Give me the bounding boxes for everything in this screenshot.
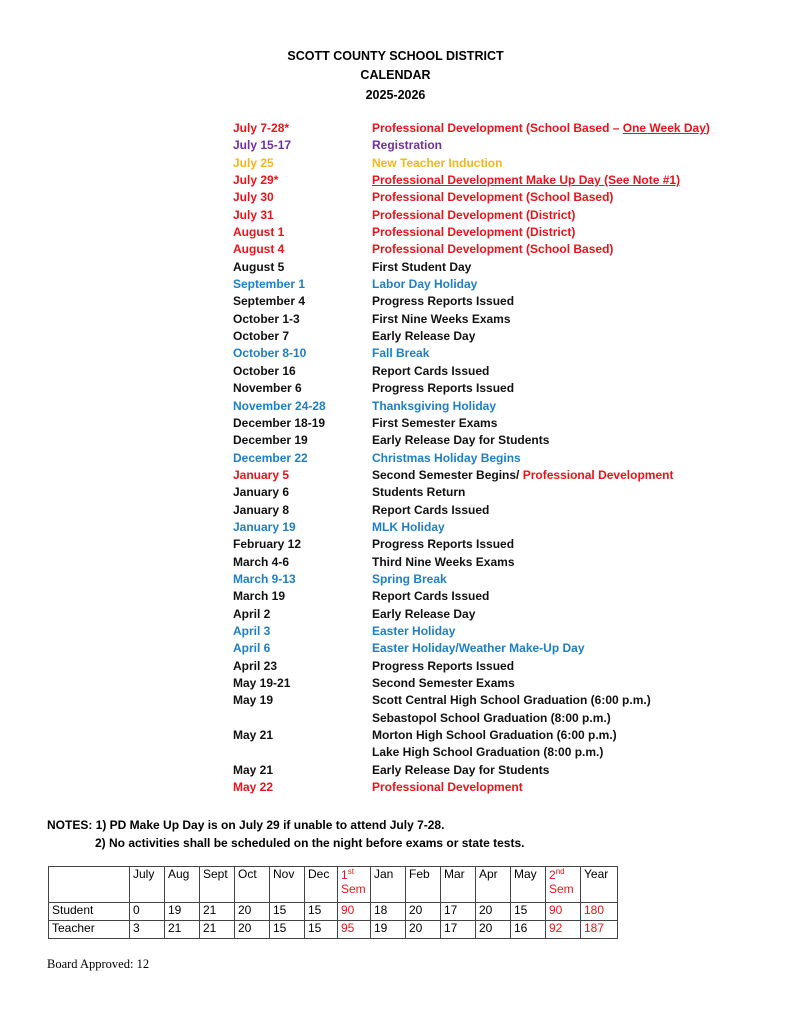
table-cell: 21	[200, 921, 235, 939]
event-date: August 1	[233, 225, 285, 240]
table-cell: 20	[235, 903, 270, 921]
event-date: October 16	[233, 363, 296, 378]
event-desc: Second Semester Begins/ Professional Development	[372, 467, 674, 482]
table-cell: 15	[305, 903, 338, 921]
header-cell	[49, 867, 130, 903]
table-cell: 20	[406, 921, 441, 939]
event-emphasis: One Week Day	[622, 121, 706, 135]
event-desc: Professional Development	[372, 780, 523, 795]
event-date: July 31	[233, 207, 274, 222]
event-desc: Fall Break	[372, 346, 430, 361]
event-date: April 23	[233, 658, 278, 673]
table-cell: 17	[441, 921, 476, 939]
header-cell: Dec	[305, 867, 338, 903]
table-cell: 15	[270, 903, 305, 921]
event-date: July 25	[233, 155, 274, 170]
event-date: July 15-17	[233, 138, 292, 153]
table-cell: 16	[511, 921, 546, 939]
table-cell-sem2: 90	[546, 903, 581, 921]
event-desc: Students Return	[372, 485, 466, 500]
event-date: May 19	[233, 693, 274, 708]
table-row	[49, 903, 618, 921]
event-date: February 12	[233, 537, 302, 552]
event-date: December 18-19	[233, 415, 326, 430]
table-cell: 20	[406, 903, 441, 921]
event-desc: Progress Reports Issued	[372, 537, 515, 552]
header-cell: Sept	[200, 867, 235, 903]
event-desc: Early Release Day	[372, 606, 476, 621]
event-date: April 2	[233, 606, 271, 621]
notes	[47, 816, 524, 852]
event-desc: Professional Development (School Based)	[372, 242, 614, 257]
event-date: October 8-10	[233, 346, 307, 361]
event-desc: Spring Break	[372, 571, 447, 586]
event-desc: Sebastopol School Graduation (8:00 p.m.)	[372, 710, 611, 725]
event-date: May 22	[233, 780, 274, 795]
table-cell: 0	[130, 903, 165, 921]
event-date: November 24-28	[233, 398, 326, 413]
table-cell-sem1: 90	[338, 903, 371, 921]
event-desc: First Student Day	[372, 259, 472, 274]
event-desc: First Semester Exams	[372, 415, 498, 430]
event-date: May 21	[233, 728, 274, 743]
row-label: Teacher	[49, 921, 130, 939]
event-date: March 9-13	[233, 571, 296, 586]
header-cell: Oct	[235, 867, 270, 903]
table-row	[49, 921, 618, 939]
event-desc: Professional Development Make Up Day (See Note #1)	[372, 173, 681, 188]
event-date: March 4-6	[233, 554, 290, 569]
event-emphasis: Professional Development	[522, 467, 674, 482]
header-cell: May	[511, 867, 546, 903]
event-desc: Scott Central High School Graduation (6:00 p.m.)	[372, 693, 651, 708]
table-cell: 20	[476, 921, 511, 939]
table-cell-year: 180	[581, 903, 618, 921]
event-desc: New Teacher Induction	[372, 155, 503, 170]
table-cell: 21	[165, 921, 200, 939]
event-date: September 1	[233, 277, 306, 292]
event-date: July 29*	[233, 173, 279, 188]
table-cell: 15	[511, 903, 546, 921]
event-date: January 19	[233, 519, 296, 534]
note-2: 2) No activities shall be scheduled on the night before exams or state tests.	[95, 836, 525, 850]
header-cell: Mar	[441, 867, 476, 903]
event-desc: Progress Reports Issued	[372, 658, 515, 673]
table-cell-year: 187	[581, 921, 618, 939]
table-cell: 15	[305, 921, 338, 939]
event-desc: Professional Development (School Based)	[372, 190, 614, 205]
event-date: July 30	[233, 190, 274, 205]
event-desc: Progress Reports Issued	[372, 294, 515, 309]
event-desc: First Nine Weeks Exams	[372, 311, 511, 326]
event-desc: Morton High School Graduation (6:00 p.m.)	[372, 728, 617, 743]
event-desc: Early Release Day	[372, 329, 476, 344]
event-date: July 7-28*	[233, 121, 290, 135]
event-desc: Early Release Day for Students	[372, 762, 550, 777]
days-table	[48, 866, 618, 939]
event-date: November 6	[233, 381, 302, 396]
table-cell: 3	[130, 921, 165, 939]
event-date: October 1-3	[233, 311, 300, 326]
event-desc: Lake High School Graduation (8:00 p.m.)	[372, 745, 604, 760]
header-cell: Feb	[406, 867, 441, 903]
header-cell: Aug	[165, 867, 200, 903]
event-desc: Second Semester Exams	[372, 676, 515, 690]
header-cell-sem1: 1st Sem	[338, 867, 371, 903]
event-date: September 4	[233, 294, 306, 309]
table-header-row	[49, 867, 618, 903]
table-cell: 20	[235, 921, 270, 939]
table-cell-sem1: 95	[338, 921, 371, 939]
table-cell: 20	[476, 903, 511, 921]
event-desc: Report Cards Issued	[372, 363, 490, 378]
event-date: December 19	[233, 433, 308, 448]
event-desc: Labor Day Holiday	[372, 277, 478, 292]
event-desc: Report Cards Issued	[372, 589, 490, 604]
board-approved: Board Approved: 12	[47, 957, 150, 971]
event-date: January 8	[233, 502, 290, 517]
event-date: April 3	[233, 623, 271, 638]
header-cell: Apr	[476, 867, 511, 903]
header-cell: Year	[581, 867, 618, 903]
header-cell-sem2: 2nd Sem	[546, 867, 581, 903]
event-desc: MLK Holiday	[372, 519, 445, 534]
district-title: SCOTT COUNTY SCHOOL DISTRICT	[287, 49, 504, 63]
event-desc: Third Nine Weeks Exams	[372, 554, 515, 569]
table-cell: 17	[441, 903, 476, 921]
event-date: April 6	[233, 641, 271, 656]
calendar-title: CALENDAR	[360, 68, 431, 82]
event-desc: Professional Development (District)	[372, 225, 576, 240]
table-cell-sem2: 92	[546, 921, 581, 939]
event-desc: Early Release Day for Students	[372, 433, 550, 448]
table-cell: 21	[200, 903, 235, 921]
year-title: 2025-2026	[365, 88, 426, 102]
event-date: August 4	[233, 242, 285, 257]
header-cell: Jan	[371, 867, 406, 903]
table-cell: 19	[371, 921, 406, 939]
note-1: NOTES: 1) PD Make Up Day is on July 29 if unable to attend July 7-28.	[47, 818, 445, 832]
event-desc: Professional Development (School Based – One Week Day)	[372, 121, 710, 135]
event-date: October 7	[233, 329, 290, 344]
event-desc: Easter Holiday/Weather Make-Up Day	[372, 641, 585, 656]
event-date: January 5	[233, 467, 290, 482]
event-desc: Thanksgiving Holiday	[372, 398, 497, 413]
event-desc: Progress Reports Issued	[372, 381, 515, 396]
event-date: March 19	[233, 589, 286, 604]
event-desc: Report Cards Issued	[372, 502, 490, 517]
event-desc: Easter Holiday	[372, 623, 456, 638]
event-desc: Registration	[372, 138, 443, 153]
table-cell: 15	[270, 921, 305, 939]
row-label: Student	[49, 903, 130, 921]
event-date: May 19-21	[233, 676, 291, 690]
table-cell: 18	[371, 903, 406, 921]
event-date: May 21	[233, 762, 274, 777]
table-cell: 19	[165, 903, 200, 921]
event-desc: Professional Development (District)	[372, 207, 576, 222]
event-desc: Christmas Holiday Begins	[372, 450, 521, 465]
event-date: August 5	[233, 259, 285, 274]
header-cell: Nov	[270, 867, 305, 903]
header-cell: July	[130, 867, 165, 903]
event-date: January 6	[233, 485, 290, 500]
event-date: December 22	[233, 450, 308, 465]
